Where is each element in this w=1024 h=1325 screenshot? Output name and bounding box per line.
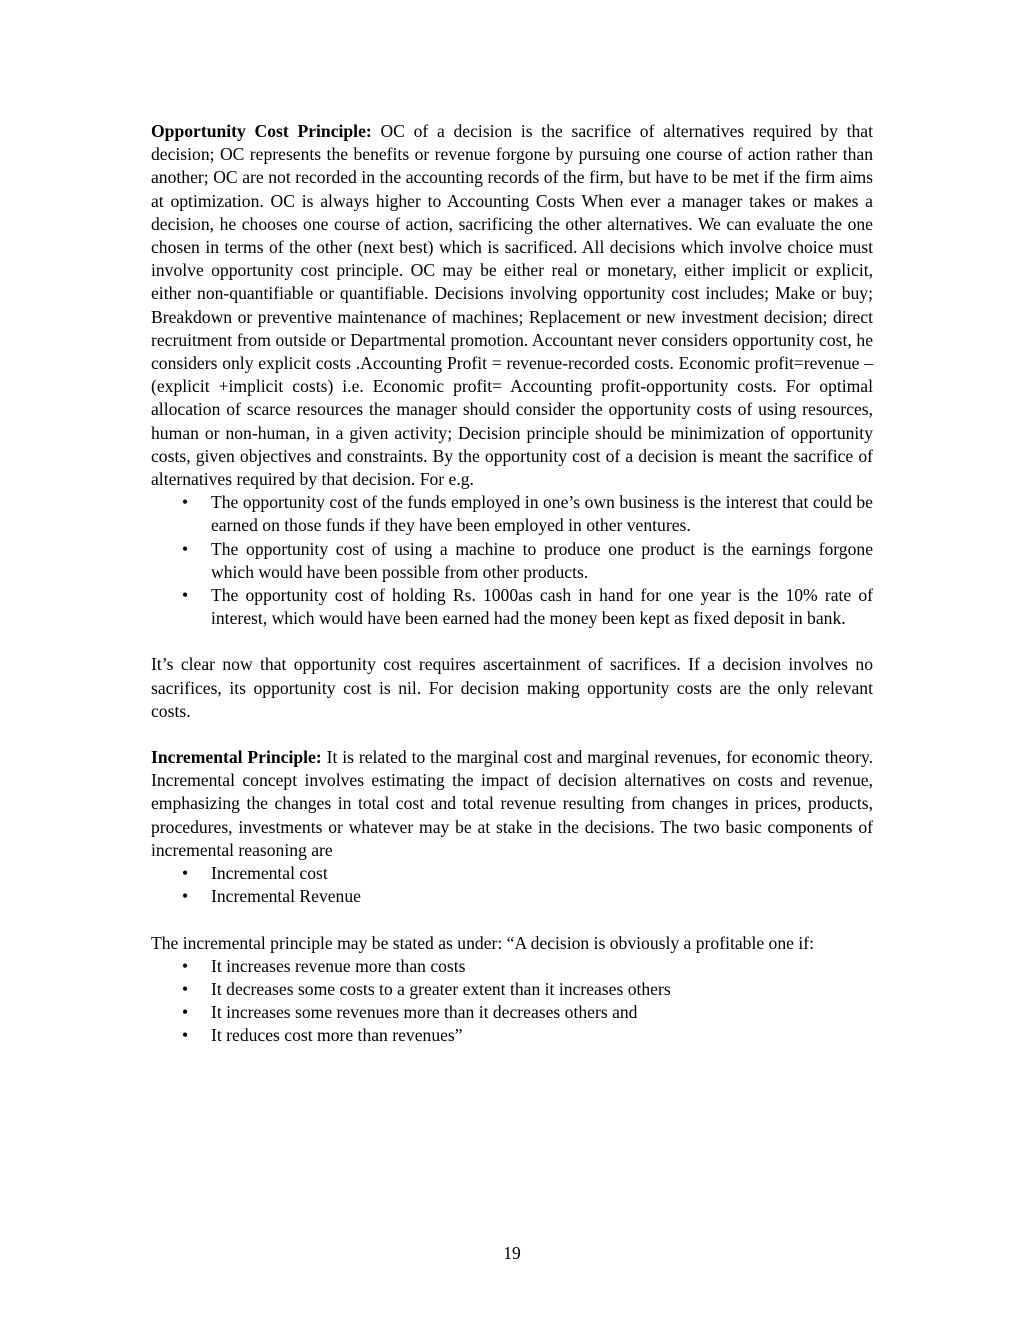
bullet-icon: • (182, 492, 189, 513)
opportunity-cost-body: OC of a decision is the sacrifice of alternatives required by that decision; OC represents the benefits or revenue forgone by pursuing one course of action rather than another; OC are not recorded in the accounting records of the firm, but have to be met if the firm aims at optimization. OC is always higher to Accounting Costs When ever a manager takes or makes a decision, he chooses one course of action, sacrificing the other alternatives. We can evaluate the one chosen in terms of the other (next best) which is sacrificed. All decisions which involve choice must involve opportunity cost principle. OC may be either real or monetary, either implicit or explicit, either non-quantifiable or quantifiable. Decisions involving opportunity cost includes; Make or buy; Breakdown or preventive maintenance of machines; Replacement or new investment decision; direct recruitment from outside or Departmental promotion. Accountant never considers opportunity cost, he considers only explicit costs .Accounting Profit = revenue-recorded costs. Economic profit=revenue – (explicit +implicit costs) i.e. Economic profit= Accounting profit-opportunity costs. For optimal allocation of scarce resources the manager should consider the opportunity costs of using resources, human or non-human, in a given activity; Decision principle should be minimization of opportunity costs, given objectives and constraints. By the opportunity cost of a decision is meant the sacrifice of alternatives required by that decision. For e.g. (151, 121, 873, 490)
bullet-icon: • (182, 585, 189, 606)
opportunity-cost-heading: Opportunity Cost Principle: (151, 121, 372, 141)
bullet-icon: • (182, 955, 189, 976)
opportunity-cost-paragraph (151, 120, 873, 491)
document-page (151, 120, 873, 1048)
statement-conditions (151, 955, 873, 1048)
incremental-heading: Incremental Principle: (151, 747, 322, 768)
list-item: • It reduces cost more than revenues” (151, 1024, 873, 1047)
list-item: • Incremental cost (151, 862, 873, 885)
list-item: • Incremental Revenue (151, 885, 873, 908)
list-item: • The opportunity cost of holding Rs. 1000as cash in hand for one year is the 10% rate of interest, which would have been earned had the money been kept as fixed deposit in bank. (182, 585, 873, 629)
bullet-icon: • (182, 978, 189, 999)
page-number: 19 (503, 1243, 521, 1263)
summary-paragraph: It’s clear now that opportunity cost requires ascertainment of sacrifices. If a decision involves no sacrifices, its opportunity cost is nil. For decision making opportunity costs are the only relevant costs. (151, 654, 873, 721)
bullet-icon: • (182, 863, 189, 884)
bullet-icon: • (182, 1025, 189, 1046)
incremental-body: It is related to the marginal cost and marginal revenues, for economic theory. Incremental concept involves estimating the impact of decision alternatives on costs and revenue, emphasizing the changes in total cost and total revenue resulting from changes in prices, products, procedures, investments or whatever may be at stake in the decisions. The two basic components of incremental reasoning are (151, 747, 874, 860)
list-item: • The opportunity cost of using a machine to produce one product is the earnings forgone which would have been possible from other products. (182, 538, 873, 582)
incremental-components (151, 862, 873, 908)
bullet-icon: • (182, 886, 189, 907)
bullet-icon: • (182, 538, 189, 559)
list-item: • The opportunity cost of the funds employed in one’s own business is the interest that could be earned on those funds if they have been employed in other ventures. (182, 492, 873, 536)
list-item: • It increases some revenues more than it decreases others and (151, 1001, 873, 1024)
list-item: • It increases revenue more than costs (151, 955, 873, 978)
incremental-paragraph (151, 746, 873, 862)
bullet-icon: • (182, 1002, 189, 1023)
list-item: • It decreases some costs to a greater extent than it increases others (151, 978, 873, 1001)
statement-paragraph: The incremental principle may be stated as under: “A decision is obviously a profitable one if: (151, 932, 814, 953)
opportunity-cost-examples (151, 491, 873, 630)
